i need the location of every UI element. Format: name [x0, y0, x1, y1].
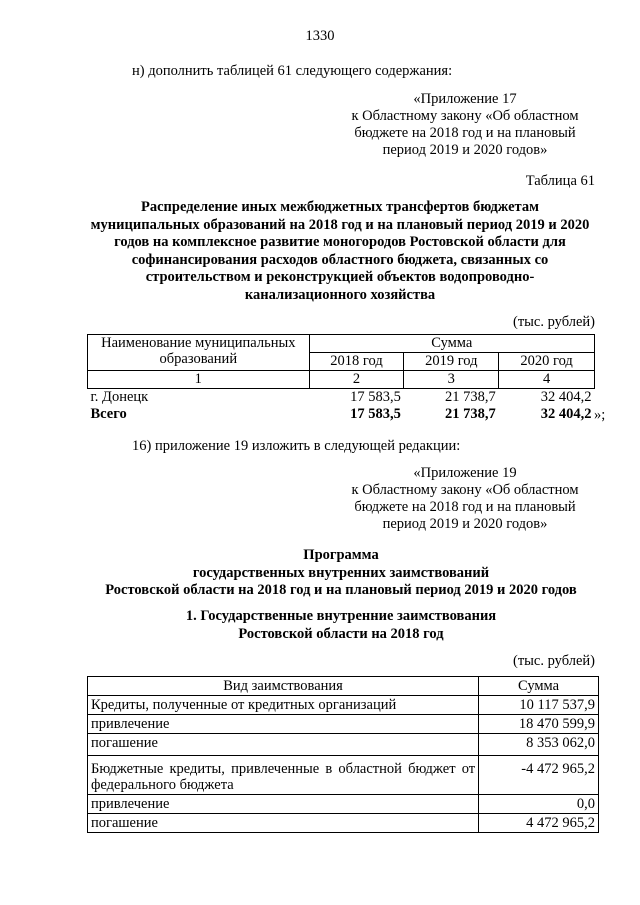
- row-name: погашение: [88, 734, 479, 756]
- total-name: Всего: [90, 406, 127, 422]
- row-sum: 10 117 537,9: [479, 696, 599, 715]
- row-value-2020: 32 404,2: [540, 389, 592, 405]
- row-sum: 0,0: [479, 795, 599, 814]
- program-title-line: Программа: [303, 547, 379, 563]
- appendix-17-line: к Областному закону «Об областном: [351, 108, 579, 124]
- section-title-line: Ростовской области на 2018 год: [238, 625, 444, 642]
- total-value-2018: 17 583,5: [350, 406, 401, 422]
- header-sum: Сумма: [309, 335, 594, 353]
- row-sum: -4 472 965,2: [479, 756, 599, 795]
- table-61: [87, 334, 595, 423]
- row-value-2018: 17 583,5: [350, 389, 401, 405]
- header-type: Вид заимствования: [88, 677, 479, 696]
- amendment-item-16: 16) приложение 19 изложить в следующей редакции:: [132, 438, 461, 454]
- appendix-19-line: к Областному закону «Об областном: [351, 482, 579, 498]
- row-name: привлечение: [88, 795, 479, 814]
- appendix-17-line: бюджете на 2018 год и на плановый: [354, 125, 576, 141]
- program-title-line: государственных внутренних заимствований: [192, 564, 490, 581]
- table-row: [88, 696, 599, 715]
- appendix-17-line: период 2019 и 2020 годов»: [382, 142, 548, 158]
- col-number: 1: [88, 371, 310, 389]
- section-title-line: 1. Государственные внутренние заимствования: [185, 608, 497, 624]
- table-row: [88, 814, 599, 833]
- header-year-2019: 2019 год: [404, 353, 499, 371]
- appendix-19-header: [340, 465, 590, 533]
- row-name: привлечение: [88, 715, 479, 734]
- header-name: Наименование муниципальных образований: [88, 335, 310, 371]
- page-number: 1330: [305, 28, 335, 44]
- total-row: [88, 406, 595, 423]
- table-row: [88, 715, 599, 734]
- appendix-17-line: «Приложение 17: [413, 91, 517, 107]
- col-number: 3: [404, 371, 499, 389]
- total-value-2019: 21 738,7: [444, 406, 496, 422]
- col-number: 4: [499, 371, 595, 389]
- total-value-2020: 32 404,2: [540, 406, 592, 422]
- program-title-line: Ростовской области на 2018 год и на плановый период 2019 и 2020 годов: [105, 582, 577, 598]
- closing-quote: »;: [594, 407, 606, 423]
- row-name: Бюджетные кредиты, привлеченные в областной бюджет от федерального бюджета: [88, 756, 479, 795]
- program-title: [87, 547, 595, 600]
- table-row: [88, 756, 599, 795]
- col-number: 2: [309, 371, 404, 389]
- row-value-2019: 21 738,7: [444, 389, 496, 405]
- table-61-title: Распределение иных межбюджетных трансфертов бюджетам муниципальных образований на 2018 год и на плановый период 2019 и 2020 годов на комплексное развитие моногородов Ростовской области для софинансирования расходов областного бюджета, связанных со строительством и реконструкцией объектов водопроводно-канализационного хозяйства: [90, 199, 590, 303]
- appendix-19-line: «Приложение 19: [413, 465, 517, 481]
- table-row: [88, 734, 599, 756]
- appendix-19-line: бюджете на 2018 год и на плановый: [354, 499, 576, 515]
- header-year-2020: 2020 год: [499, 353, 595, 371]
- row-name: Кредиты, полученные от кредитных организаций: [88, 696, 479, 715]
- header-sum: Сумма: [479, 677, 599, 696]
- appendix-17-header: [340, 91, 590, 159]
- row-sum: 18 470 599,9: [479, 715, 599, 734]
- table-61-units: (тыс. рублей): [513, 314, 595, 330]
- borrowing-table: [87, 676, 599, 833]
- header-year-2018: 2018 год: [309, 353, 404, 371]
- table-61-label: Таблица 61: [525, 173, 595, 189]
- borrowing-table-units: (тыс. рублей): [513, 653, 595, 669]
- table-row: [88, 795, 599, 814]
- amendment-item-n: н) дополнить таблицей 61 следующего содержания:: [132, 63, 453, 79]
- row-name: погашение: [88, 814, 479, 833]
- row-sum: 4 472 965,2: [479, 814, 599, 833]
- row-name: г. Донецк: [90, 389, 149, 405]
- table-row: [88, 389, 595, 407]
- section-1-title: [87, 608, 595, 643]
- row-sum: 8 353 062,0: [479, 734, 599, 756]
- appendix-19-line: период 2019 и 2020 годов»: [382, 516, 548, 532]
